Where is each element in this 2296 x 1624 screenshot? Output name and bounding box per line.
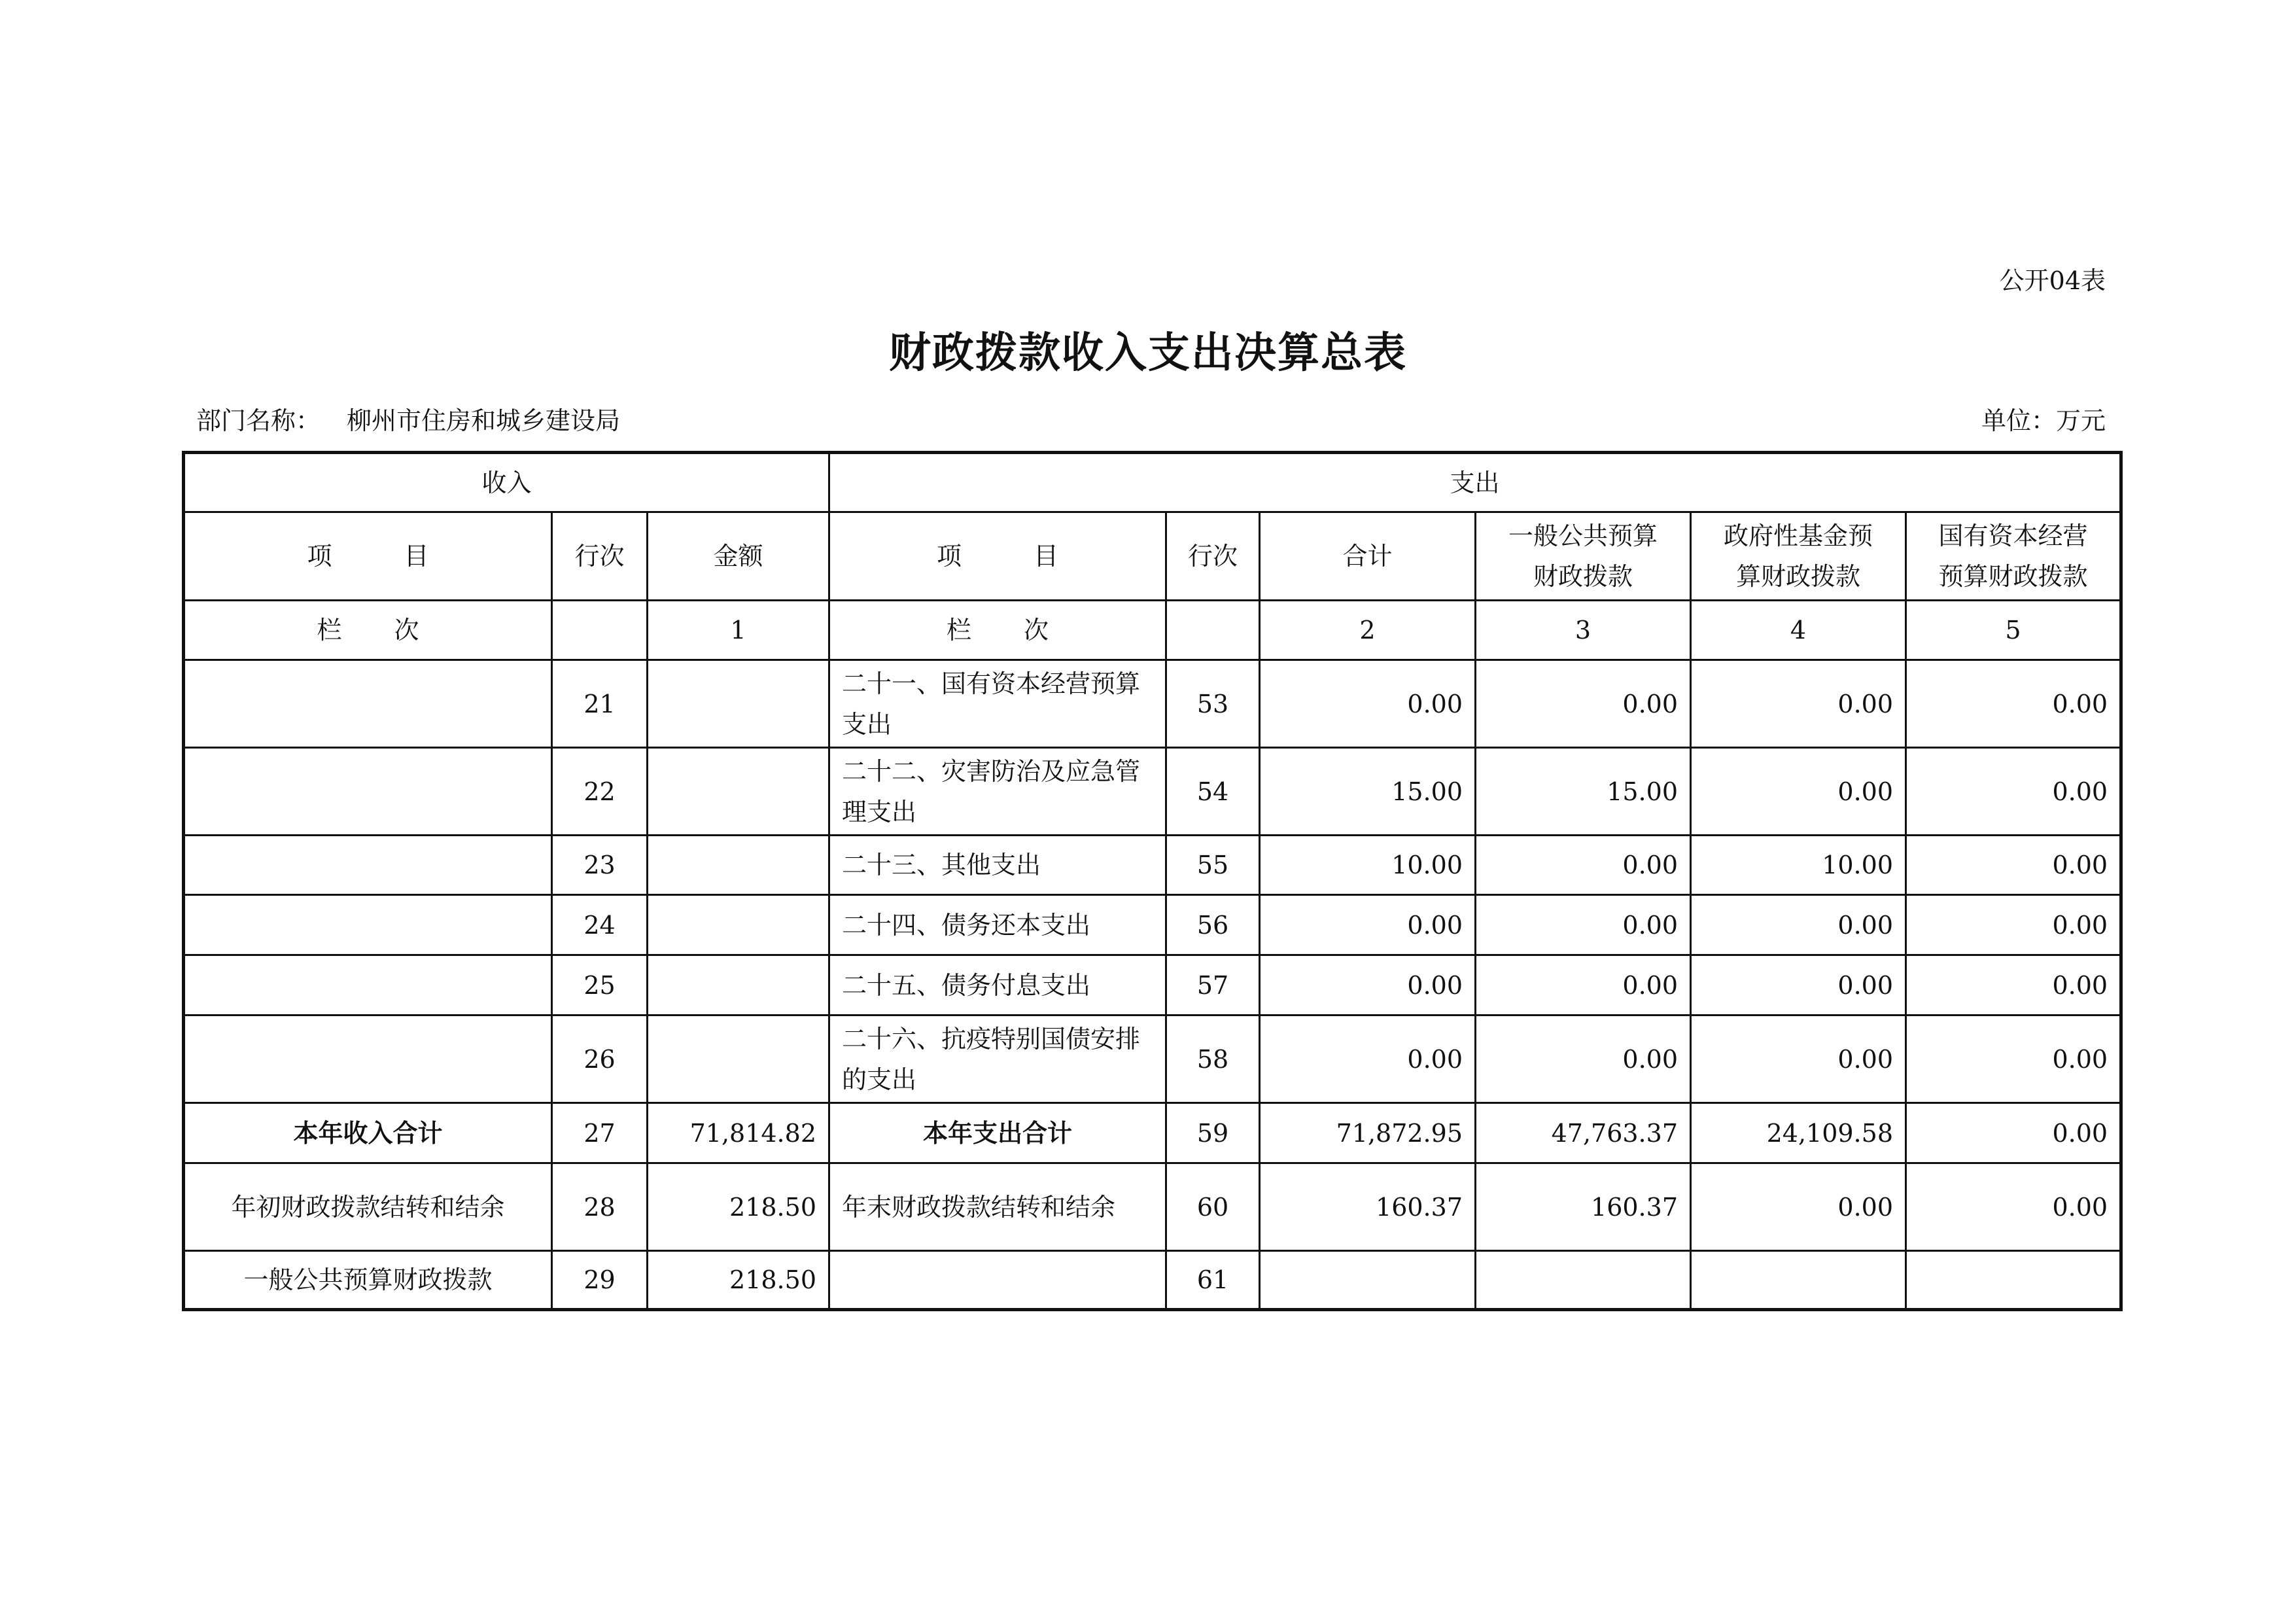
group-header-row	[184, 453, 2121, 512]
table-row	[184, 895, 2121, 955]
income-index-label: 栏 次	[184, 601, 552, 660]
general-budget-value	[1476, 1251, 1691, 1310]
general-budget-value: 15.00	[1476, 748, 1691, 836]
department-info	[196, 400, 620, 436]
table-row	[184, 955, 2121, 1015]
expense-row-no: 55	[1166, 836, 1260, 895]
expense-item-header: 项 目	[829, 512, 1166, 601]
expense-row-no-header: 行次	[1166, 512, 1260, 601]
expense-row-no-index	[1166, 601, 1260, 660]
expense-row-no: 53	[1166, 660, 1260, 748]
state-capital-value: 0.00	[1906, 955, 2121, 1015]
income-amount	[648, 836, 829, 895]
gov-fund-header: 政府性基金预 算财政拨款	[1691, 512, 1906, 601]
total-value: 0.00	[1260, 660, 1476, 748]
income-total-label: 本年收入合计	[184, 1103, 552, 1163]
state-capital-value: 0.00	[1906, 1103, 2121, 1163]
income-row-no: 27	[552, 1103, 648, 1163]
general-budget-index: 3	[1476, 601, 1691, 660]
expense-index-label: 栏 次	[829, 601, 1166, 660]
total-index: 2	[1260, 601, 1476, 660]
table-row	[184, 660, 2121, 748]
state-capital-header: 国有资本经营 预算财政拨款	[1906, 512, 2121, 601]
income-amount: 218.50	[648, 1251, 829, 1310]
state-capital-value	[1906, 1251, 2121, 1310]
income-row-no: 24	[552, 895, 648, 955]
income-item: 一般公共预算财政拨款	[184, 1251, 552, 1310]
expense-group-header: 支出	[829, 453, 2121, 512]
income-row-no-header: 行次	[552, 512, 648, 601]
expense-item: 二十五、债务付息支出	[829, 955, 1166, 1015]
general-budget-value: 0.00	[1476, 895, 1691, 955]
totals-row	[184, 1103, 2121, 1163]
gov-fund-value: 0.00	[1691, 748, 1906, 836]
total-value: 0.00	[1260, 1015, 1476, 1103]
total-header: 合计	[1260, 512, 1476, 601]
income-row-no: 25	[552, 955, 648, 1015]
form-code: 公开04表	[1999, 266, 2106, 295]
income-amount	[648, 660, 829, 748]
total-value: 0.00	[1260, 955, 1476, 1015]
table-row	[184, 1163, 2121, 1251]
income-amount	[648, 955, 829, 1015]
income-amount: 218.50	[648, 1163, 829, 1251]
gov-fund-value: 0.00	[1691, 1015, 1906, 1103]
income-row-no: 21	[552, 660, 648, 748]
income-item	[184, 836, 552, 895]
state-capital-value: 0.00	[1906, 836, 2121, 895]
gov-fund-value: 0.00	[1691, 1163, 1906, 1251]
total-value	[1260, 1251, 1476, 1310]
income-item-header: 项 目	[184, 512, 552, 601]
general-budget-header: 一般公共预算 财政拨款	[1476, 512, 1691, 601]
general-budget-value: 0.00	[1476, 836, 1691, 895]
income-item	[184, 1015, 552, 1103]
gov-fund-value: 10.00	[1691, 836, 1906, 895]
expense-item: 年末财政拨款结转和结余	[829, 1163, 1166, 1251]
gov-fund-value: 0.00	[1691, 660, 1906, 748]
income-row-no: 26	[552, 1015, 648, 1103]
income-item	[184, 748, 552, 836]
expense-row-no: 56	[1166, 895, 1260, 955]
income-item: 年初财政拨款结转和结余	[184, 1163, 552, 1251]
income-row-no: 22	[552, 748, 648, 836]
income-row-no: 29	[552, 1251, 648, 1310]
total-value: 0.00	[1260, 895, 1476, 955]
gov-fund-index: 4	[1691, 601, 1906, 660]
income-group-header: 收入	[184, 453, 829, 512]
total-value: 15.00	[1260, 748, 1476, 836]
expense-row-no: 54	[1166, 748, 1260, 836]
gov-fund-value: 24,109.58	[1691, 1103, 1906, 1163]
table-row	[184, 748, 2121, 836]
income-item	[184, 955, 552, 1015]
income-item	[184, 660, 552, 748]
expense-row-no: 57	[1166, 955, 1260, 1015]
total-value: 71,872.95	[1260, 1103, 1476, 1163]
expense-total-label: 本年支出合计	[829, 1103, 1166, 1163]
state-capital-value: 0.00	[1906, 1015, 2121, 1103]
department-name: 柳州市住房和城乡建设局	[347, 406, 621, 435]
income-amount-index: 1	[648, 601, 829, 660]
department-label: 部门名称：	[196, 406, 321, 435]
expense-item: 二十二、灾害防治及应急管理支出	[829, 748, 1166, 836]
general-budget-value: 0.00	[1476, 1015, 1691, 1103]
table-row	[184, 836, 2121, 895]
expense-row-no: 60	[1166, 1163, 1260, 1251]
state-capital-value: 0.00	[1906, 748, 2121, 836]
page-title: 财政拨款收入支出决算总表	[889, 328, 1407, 378]
general-budget-value: 0.00	[1476, 660, 1691, 748]
expense-item: 二十六、抗疫特别国债安排的支出	[829, 1015, 1166, 1103]
state-capital-value: 0.00	[1906, 895, 2121, 955]
gov-fund-value: 0.00	[1691, 895, 1906, 955]
column-index-row	[184, 601, 2121, 660]
income-row-no: 28	[552, 1163, 648, 1251]
expense-row-no: 61	[1166, 1251, 1260, 1310]
general-budget-value: 0.00	[1476, 955, 1691, 1015]
general-budget-value: 47,763.37	[1476, 1103, 1691, 1163]
total-value: 10.00	[1260, 836, 1476, 895]
gov-fund-value: 0.00	[1691, 955, 1906, 1015]
general-budget-value: 160.37	[1476, 1163, 1691, 1251]
expense-item: 二十三、其他支出	[829, 836, 1166, 895]
expense-row-no: 59	[1166, 1103, 1260, 1163]
table-row	[184, 1015, 2121, 1103]
budget-table	[182, 451, 2123, 1311]
state-capital-value: 0.00	[1906, 660, 2121, 748]
total-value: 160.37	[1260, 1163, 1476, 1251]
column-header-row	[184, 512, 2121, 601]
table-row	[184, 1251, 2121, 1310]
gov-fund-value	[1691, 1251, 1906, 1310]
income-item	[184, 895, 552, 955]
expense-row-no: 58	[1166, 1015, 1260, 1103]
income-amount-header: 金额	[648, 512, 829, 601]
state-capital-index: 5	[1906, 601, 2121, 660]
income-amount	[648, 1015, 829, 1103]
income-row-no: 23	[552, 836, 648, 895]
unit-label: 单位：万元	[1981, 406, 2106, 435]
state-capital-value: 0.00	[1906, 1163, 2121, 1251]
expense-item	[829, 1251, 1166, 1310]
expense-item: 二十四、债务还本支出	[829, 895, 1166, 955]
income-amount	[648, 895, 829, 955]
income-amount	[648, 748, 829, 836]
income-row-no-index	[552, 601, 648, 660]
expense-item: 二十一、国有资本经营预算支出	[829, 660, 1166, 748]
income-total-amount: 71,814.82	[648, 1103, 829, 1163]
